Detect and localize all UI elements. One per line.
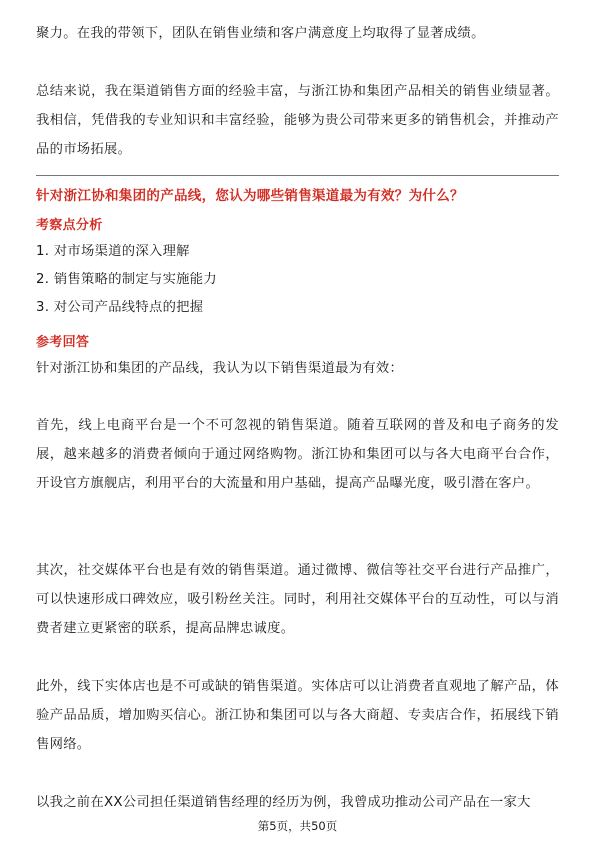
answer-paragraph: 其次，社交媒体平台也是有效的销售渠道。通过微博、微信等社交平台进行产品推广，可以快速形成口碑效应，吸引粉丝关注。同时，利用社交媒体平台的互动性，可以与消费者建立更紧密的联系，提高品牌忠诚度。: [36, 563, 559, 636]
answer-label: 参考回答: [36, 335, 90, 350]
answer-intro: 针对浙江协和集团的产品线，我认为以下销售渠道最为有效：: [36, 361, 404, 376]
analysis-label: 考察点分析: [36, 218, 103, 233]
answer-paragraph: 此外，线下实体店也是不可或缺的销售渠道。实体店可以让消费者直观地了解产品，体验产品品质，增加购买信心。浙江协和集团可以与各大商超、专卖店合作，拓展线下销售网络。: [36, 679, 559, 752]
analysis-item: 1. 对市场渠道的深入理解: [36, 244, 190, 259]
question-heading: 针对浙江协和集团的产品线，您认为哪些销售渠道最为有效？为什么？: [36, 188, 464, 204]
section-divider: [36, 175, 559, 176]
analysis-item: 3. 对公司产品线特点的把握: [36, 300, 204, 315]
page-number-footer: 第5页，共50页: [257, 819, 338, 833]
analysis-item: 2. 销售策略的制定与实施能力: [36, 272, 217, 287]
answer-paragraph: 以我之前在XX公司担任渠道销售经理的经历为例，我曾成功推动公司产品在一家大: [36, 795, 531, 810]
summary-paragraph: 总结来说，我在渠道销售方面的经验丰富，与浙江协和集团产品相关的销售业绩显著。我相信，凭借我的专业知识和丰富经验，能够为贵公司带来更多的销售机会，并推动产品的市场拓展。: [36, 84, 559, 157]
intro-tail-paragraph: 聚力。在我的带领下，团队在销售业绩和客户满意度上均取得了显著成绩。: [36, 26, 485, 41]
answer-paragraph: 首先，线上电商平台是一个不可忽视的销售渠道。随着互联网的普及和电子商务的发展，越来越多的消费者倾向于通过网络购物。浙江协和集团可以与各大电商平台合作，开设官方旗舰店，利用平台的大流量和用户基础，提高产品曝光度，吸引潜在客户。: [36, 418, 559, 491]
